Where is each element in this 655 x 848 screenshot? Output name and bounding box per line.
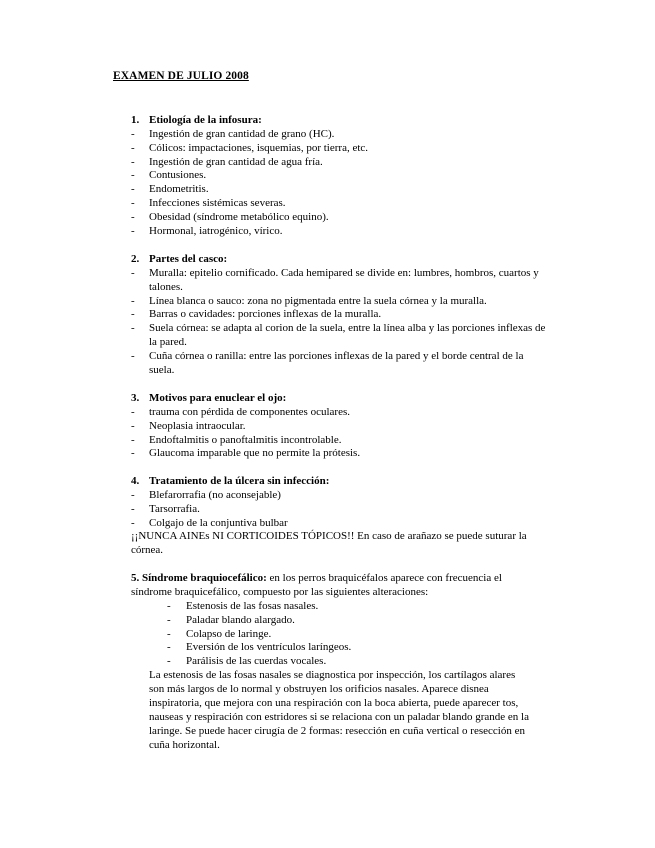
- list-item: [131, 156, 549, 170]
- list-dash: -: [131, 308, 135, 321]
- list-item: [131, 128, 549, 142]
- list-item-text: Estenosis de las fosas nasales.: [186, 600, 319, 612]
- list-item: [131, 142, 549, 156]
- list-item: [131, 350, 549, 378]
- list-dash: -: [131, 169, 135, 182]
- list-item: [131, 434, 549, 448]
- list-item: [131, 197, 549, 211]
- section-heading-text: Motivos para enuclear el ojo:: [149, 392, 287, 404]
- section-3-heading: [131, 392, 286, 404]
- list-dash: -: [131, 447, 135, 460]
- section-2-list: [131, 267, 549, 377]
- section-5-heading: 5. Síndrome braquiocefálico:: [131, 572, 267, 584]
- list-item-text: Contusiones.: [149, 169, 207, 182]
- list-item-text: Infecciones sistémicas severas.: [149, 196, 286, 209]
- section-2-heading: [131, 253, 227, 265]
- list-item: [131, 295, 549, 309]
- section-heading-text: Tratamiento de la úlcera sin infección:: [149, 475, 330, 487]
- list-item: [167, 600, 351, 614]
- list-dash: -: [167, 613, 171, 626]
- list-item-text: Glaucoma imparable que no permite la prótesis.: [149, 447, 361, 460]
- list-item-text: Ingestión de gran cantidad de agua fría.: [149, 155, 323, 168]
- list-dash: -: [131, 155, 135, 168]
- list-dash: -: [131, 406, 135, 418]
- section-4-note: ¡¡NUNCA AINEs NI CORTICOIDES TÓPICOS!! En caso de arañazo se puede suturar la córnea.: [131, 530, 527, 556]
- list-item: [131, 211, 549, 225]
- list-item: [131, 267, 549, 295]
- list-item-text: Suela córnea: se adapta al corion de la suela, entre la línea alba y las porciones inflexas de la pared.: [149, 322, 546, 348]
- section-heading-text: Etiología de la infosura:: [149, 114, 262, 126]
- list-item: [167, 655, 351, 669]
- list-dash: -: [167, 655, 171, 668]
- section-1-heading: [131, 114, 262, 126]
- list-dash: -: [131, 489, 135, 501]
- list-item: [131, 517, 549, 531]
- section-5-intro-text: en los perros braquicéfalos aparece con frecuencia el síndrome braquicefálico, compuesto por las siguientes alteraciones:: [131, 572, 502, 598]
- list-item: [167, 614, 351, 628]
- list-dash: -: [167, 627, 171, 640]
- list-dash: -: [167, 600, 171, 612]
- section-1-list: [131, 128, 549, 238]
- list-item: [131, 489, 549, 503]
- list-item: [131, 406, 549, 420]
- list-item-text: Neoplasia intraocular.: [149, 419, 246, 432]
- section-5-intro: [131, 572, 541, 600]
- list-item: [131, 503, 549, 517]
- section-4-heading: [131, 475, 329, 487]
- list-item-text: Endoftalmitis o panoftalmitis incontrolable.: [149, 433, 342, 446]
- list-item-text: Eversión de los ventrículos laríngeos.: [186, 641, 352, 654]
- list-dash: -: [131, 128, 135, 140]
- section-4-list: [131, 489, 549, 530]
- list-item-text: Colgajo de la conjuntiva bulbar: [149, 516, 288, 529]
- list-item-text: Cólicos: impactaciones, isquemias, por tierra, etc.: [149, 141, 369, 154]
- list-item-text: Línea blanca o sauco: zona no pigmentada entre la suela córnea y la muralla.: [149, 294, 487, 307]
- list-dash: -: [131, 419, 135, 432]
- section-5-paragraph: La estenosis de las fosas nasales se diagnostica por inspección, los cartílagos alares son más largos de lo normal y obstruyen los orificios nasales. Aparece disnea inspiratoria, que mejora con una respiración con la boca abierta, puede aparecer tos, nauseas y respiración con estridores si se relaciona con un paladar blando grande en la laringe. Se puede hacer cirugía de 2 formas: resección en cuña vertical o resección en cuña horizontal.: [149, 669, 529, 751]
- section-number: 4.: [131, 475, 140, 487]
- list-item-text: Tarsorrafia.: [149, 502, 200, 515]
- list-dash: -: [131, 433, 135, 446]
- list-dash: -: [131, 349, 135, 362]
- list-item: [131, 169, 549, 183]
- list-dash: -: [131, 322, 135, 335]
- list-item-text: Endometritis.: [149, 183, 209, 196]
- list-dash: -: [131, 294, 135, 307]
- list-dash: -: [131, 141, 135, 154]
- list-item: [131, 183, 549, 197]
- list-dash: -: [131, 224, 135, 237]
- list-item-text: Obesidad (síndrome metabólico equino).: [149, 210, 329, 223]
- list-dash: -: [131, 516, 135, 529]
- list-item: [131, 225, 549, 239]
- list-item: [131, 308, 549, 322]
- section-heading-text: Partes del casco:: [149, 253, 228, 265]
- list-item-text: Blefarorrafia (no aconsejable): [149, 489, 281, 501]
- list-dash: -: [131, 196, 135, 209]
- list-item: [167, 628, 351, 642]
- section-3-list: [131, 406, 549, 461]
- section-number: 1.: [131, 114, 140, 126]
- list-item-text: Parálisis de las cuerdas vocales.: [186, 655, 327, 668]
- list-item: [131, 322, 549, 350]
- list-item-text: Muralla: epitelio cornificado. Cada hemipared se divide en: lumbres, hombros, cuartos y talones.: [149, 267, 539, 293]
- list-item-text: Cuña córnea o ranilla: entre las porciones inflexas de la pared y el borde central de la suela.: [149, 349, 524, 376]
- section-number: 3.: [131, 392, 140, 404]
- section-number: 2.: [131, 253, 140, 265]
- list-dash: -: [167, 641, 171, 654]
- list-dash: -: [131, 267, 135, 279]
- list-item-text: Hormonal, iatrogénico, vírico.: [149, 224, 283, 237]
- section-5-list: [167, 600, 351, 669]
- list-item-text: Paladar blando alargado.: [186, 613, 295, 626]
- document-title: EXAMEN DE JULIO 2008: [113, 70, 249, 82]
- list-item-text: Colapso de laringe.: [186, 627, 272, 640]
- list-item-text: Barras o cavidades: porciones inflexas de la muralla.: [149, 308, 382, 321]
- list-dash: -: [131, 502, 135, 515]
- list-item: [167, 641, 351, 655]
- list-item-text: trauma con pérdida de componentes oculares.: [149, 406, 350, 418]
- list-item: [131, 420, 549, 434]
- list-dash: -: [131, 183, 135, 196]
- list-item-text: Ingestión de gran cantidad de grano (HC).: [149, 128, 335, 140]
- list-item: [131, 447, 549, 461]
- list-dash: -: [131, 210, 135, 223]
